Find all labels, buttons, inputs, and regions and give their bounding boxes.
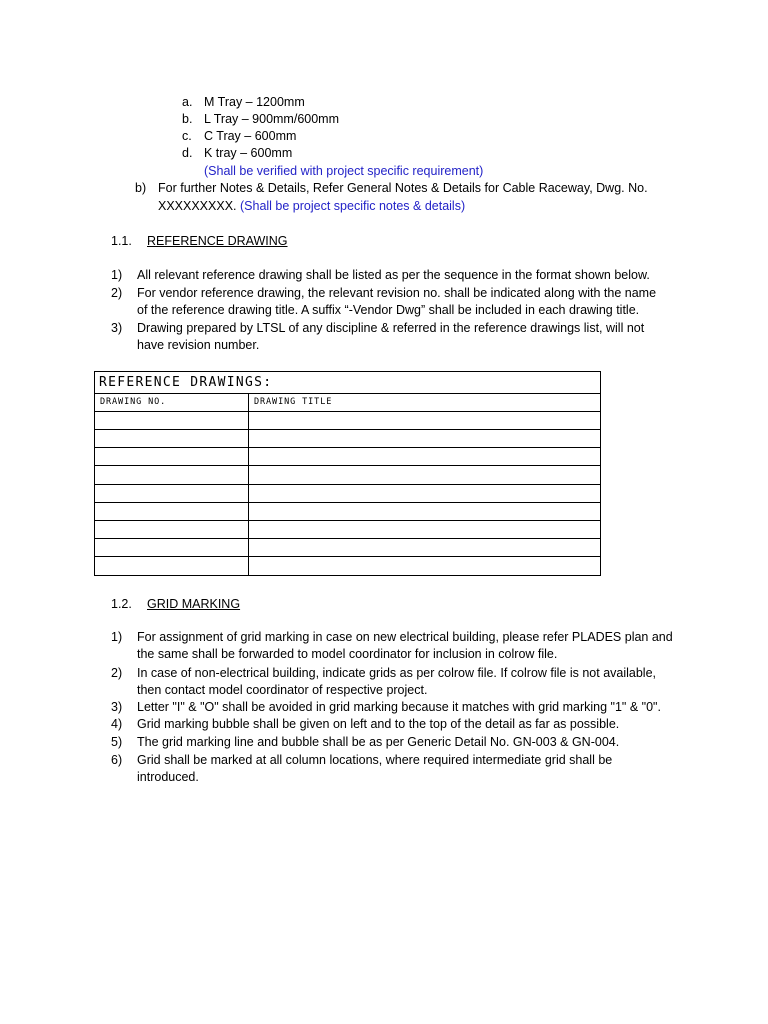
table-cell[interactable] [95, 557, 249, 575]
table-title: REFERENCE DRAWINGS: [95, 372, 600, 394]
item-b-marker: b) [135, 181, 147, 195]
list-number: 5) [111, 735, 123, 749]
list-number: 6) [111, 753, 123, 767]
list-marker: d. [182, 146, 193, 160]
list-text: introduced. [137, 770, 199, 784]
item-b-line1: For further Notes & Details, Refer General Notes & Details for Cable Raceway, Dwg. No. [158, 181, 648, 195]
list-number: 1) [111, 630, 123, 644]
list-text: C Tray – 600mm [204, 129, 297, 143]
table-cell[interactable] [249, 485, 600, 503]
list-marker: a. [182, 95, 193, 109]
list-number: 1) [111, 268, 123, 282]
table-cell[interactable] [249, 430, 600, 448]
table-cell[interactable] [95, 521, 249, 539]
list-number: 2) [111, 286, 123, 300]
list-number: 3) [111, 321, 123, 335]
item-b-note: (Shall be project specific notes & details) [240, 199, 466, 213]
table-cell[interactable] [95, 503, 249, 521]
reference-drawings-table [94, 371, 601, 576]
list-number: 3) [111, 700, 123, 714]
table-cell[interactable] [95, 430, 249, 448]
table-cell[interactable] [95, 485, 249, 503]
list-marker: c. [182, 129, 192, 143]
table-cell[interactable] [249, 503, 600, 521]
table-cell[interactable] [95, 466, 249, 484]
list-item [182, 128, 296, 145]
list-item [182, 94, 305, 111]
list-text: L Tray – 900mm/600mm [204, 112, 340, 126]
column-header-drawing-no: DRAWING NO. [95, 394, 249, 412]
list-item [182, 145, 292, 162]
table-cell[interactable] [95, 412, 249, 430]
list-text: Drawing prepared by LTSL of any discipline & referred in the reference drawings list, will not [137, 321, 645, 335]
table-cell[interactable] [249, 521, 600, 539]
list-text: Grid marking bubble shall be given on left and to the top of the detail as far as possible. [137, 717, 620, 731]
table-cell[interactable] [249, 557, 600, 575]
list-item [182, 111, 339, 128]
tray-note: (Shall be verified with project specific requirement) [204, 164, 484, 178]
column-header-drawing-title: DRAWING TITLE [249, 394, 600, 412]
table-cell[interactable] [95, 448, 249, 466]
list-text: M Tray – 1200mm [204, 95, 305, 109]
list-text: All relevant reference drawing shall be listed as per the sequence in the format shown below. [137, 268, 650, 282]
item-b-line2: XXXXXXXXX. [158, 199, 237, 213]
list-number: 2) [111, 666, 123, 680]
list-text: For vendor reference drawing, the relevant revision no. shall be indicated along with the name [137, 286, 657, 300]
list-text: For assignment of grid marking in case on new electrical building, please refer PLADES plan and [137, 630, 673, 644]
list-text: K tray – 600mm [204, 146, 293, 160]
table-cell[interactable] [249, 412, 600, 430]
list-marker: b. [182, 112, 193, 126]
section-heading: GRID MARKING [147, 597, 241, 611]
list-text: Letter "I" & "O" shall be avoided in grid marking because it matches with grid marking "1" & "0". [137, 700, 661, 714]
list-text: have revision number. [137, 338, 260, 352]
list-text: In case of non-electrical building, indicate grids as per colrow file. If colrow file is not available, [137, 666, 657, 680]
section-heading: REFERENCE DRAWING [147, 234, 288, 248]
list-text: then contact model coordinator of respective project. [137, 683, 428, 697]
table-grid [95, 394, 600, 575]
list-text: The grid marking line and bubble shall be as per Generic Detail No. GN-003 & GN-004. [137, 735, 620, 749]
section-number: 1.1. [111, 234, 132, 248]
table-cell[interactable] [249, 539, 600, 557]
list-text: Grid shall be marked at all column locations, where required intermediate grid shall be [137, 753, 613, 767]
table-cell[interactable] [249, 448, 600, 466]
table-cell[interactable] [249, 466, 600, 484]
list-number: 4) [111, 717, 123, 731]
list-text: the same shall be forwarded to model coordinator for inclusion in colrow file. [137, 647, 558, 661]
section-number: 1.2. [111, 597, 132, 611]
item-b-line2-row [158, 198, 465, 215]
table-cell[interactable] [95, 539, 249, 557]
list-text: of the reference drawing title. A suffix “-Vendor Dwg” shall be included in each drawing title. [137, 303, 640, 317]
